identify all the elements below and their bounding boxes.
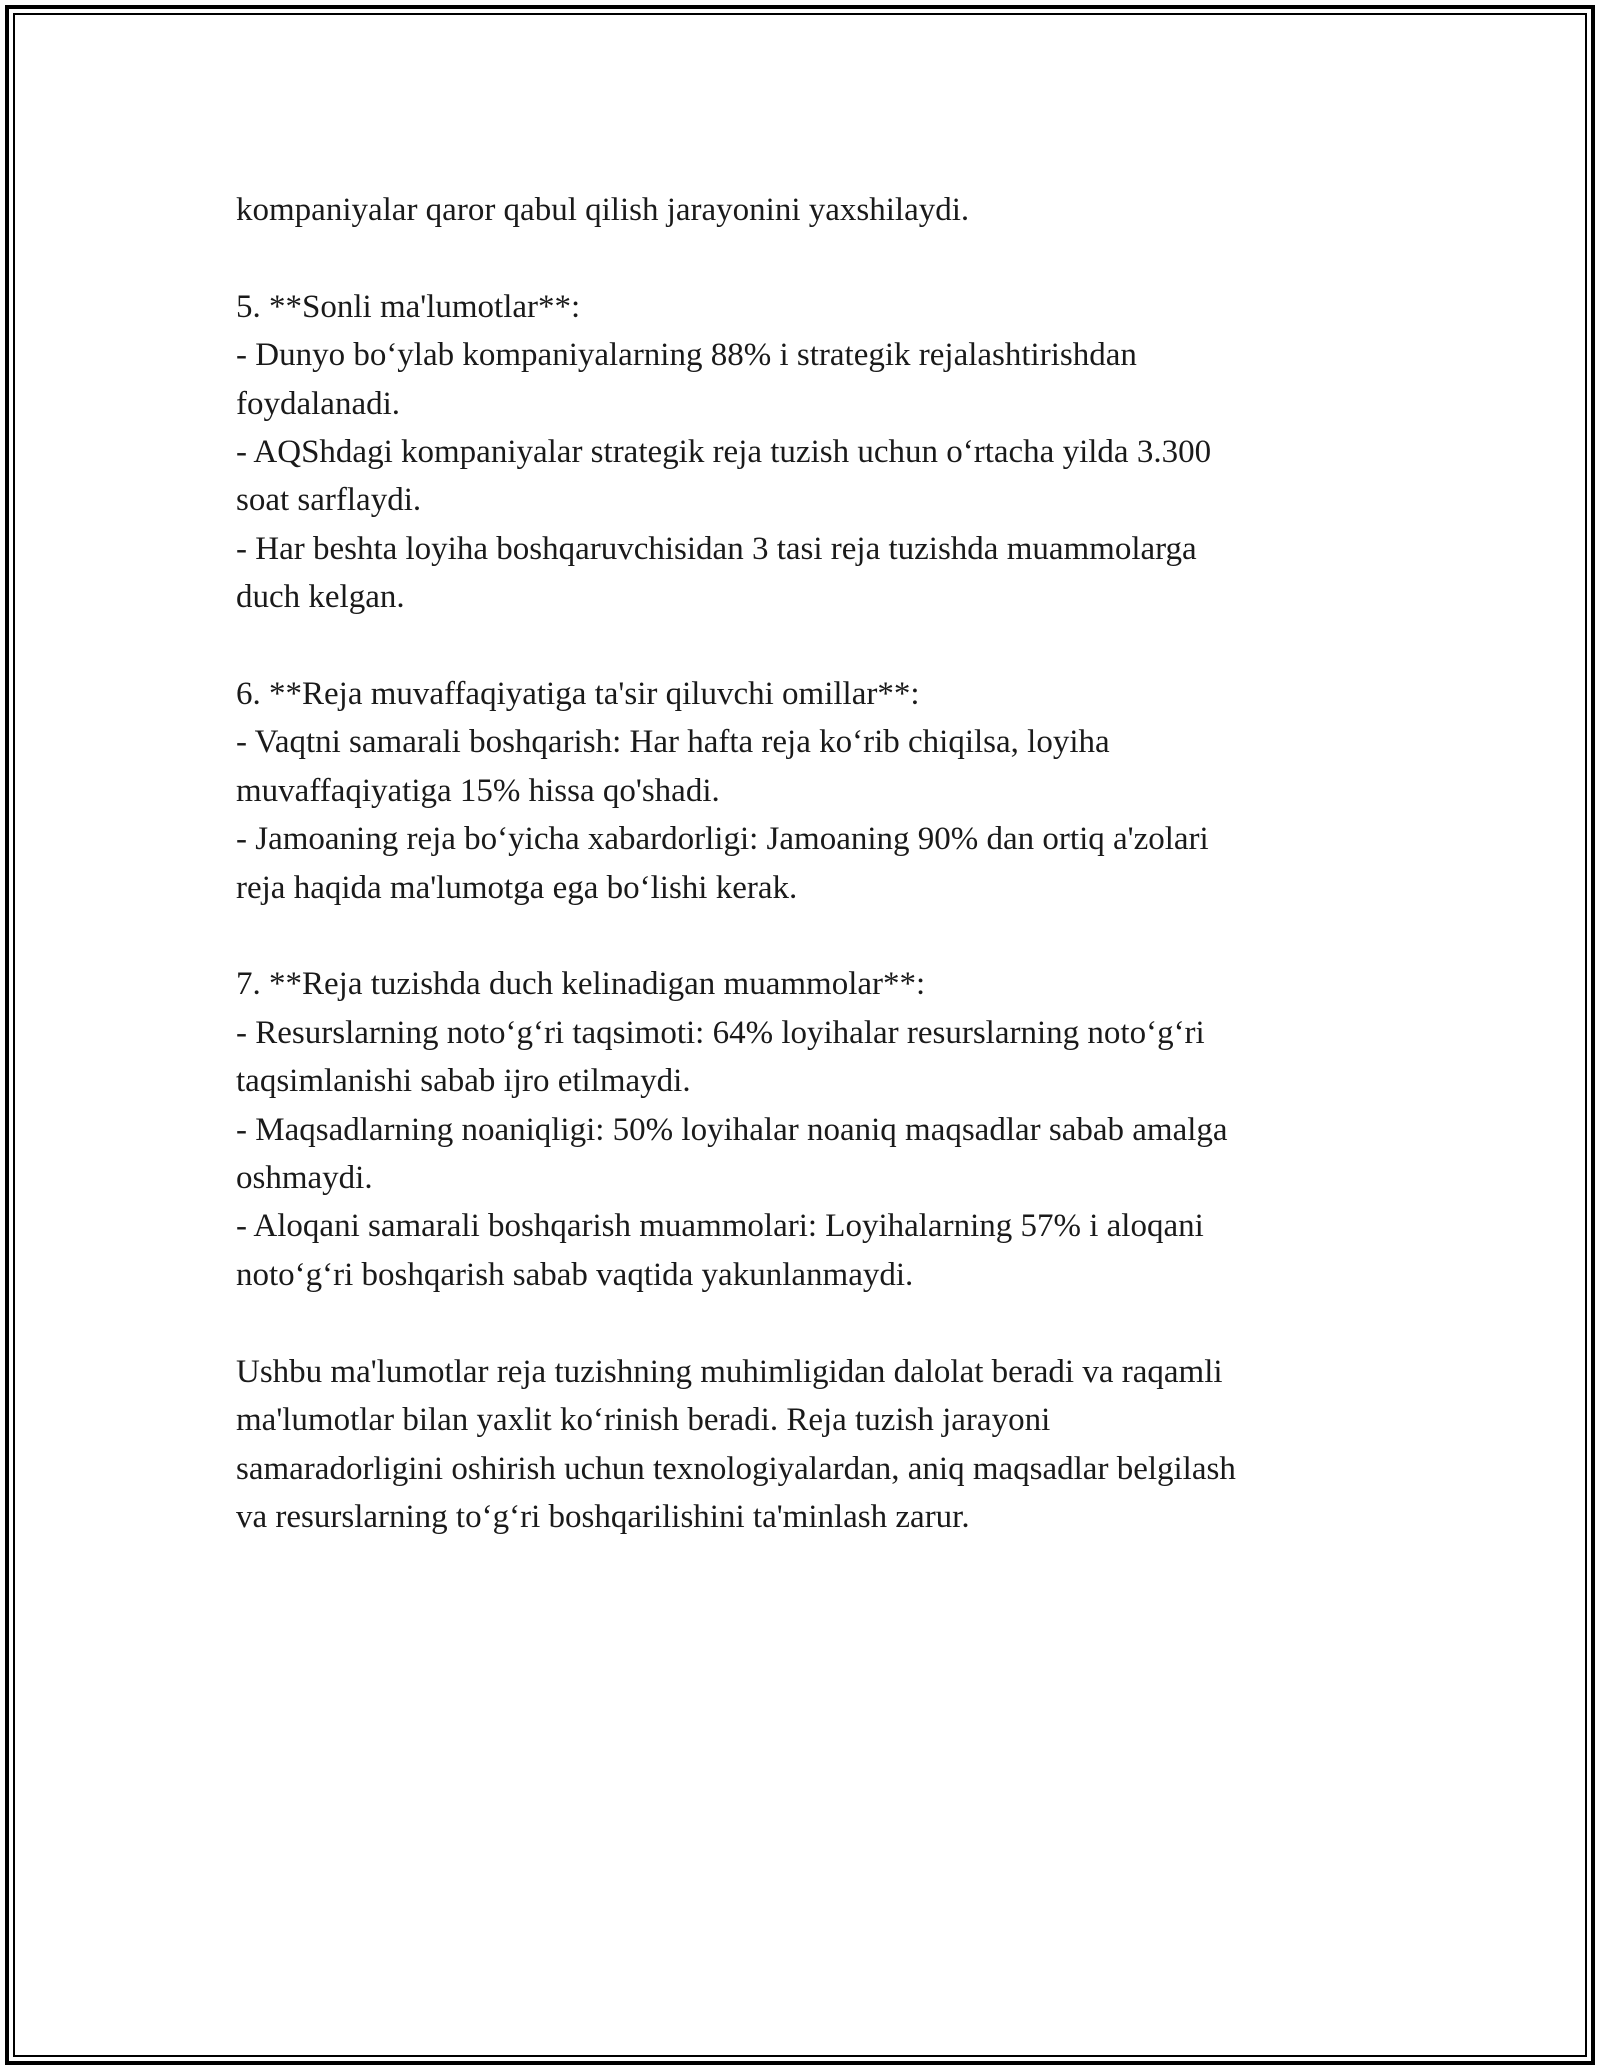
conclusion-line: ma'lumotlar bilan yaxlit ko‘rinish beradi. Reja tuzish jarayoni — [236, 1402, 1051, 1439]
paragraph-gap — [236, 1299, 1396, 1347]
list-item-line: - Har beshta loyiha boshqaruvchisidan 3 tasi reja tuzishda muammolarga — [236, 530, 1197, 567]
list-item-line: - Jamoaning reja bo‘yicha xabardorligi: Jamoaning 90% dan ortiq a'zolari — [236, 821, 1209, 858]
list-item — [236, 1009, 1396, 1106]
section-6-heading: 6. **Reja muvaffaqiyatiga ta'sir qiluvchi omillar**: — [236, 676, 920, 713]
list-item-continuation: soat sarflaydi. — [236, 482, 422, 519]
list-item-line: - Maqsadlarning noaniqligi: 50% loyihalar noaniq maqsadlar sabab amalga — [236, 1111, 1228, 1148]
list-item-continuation: taqsimlanishi sabab ijro etilmaydi. — [236, 1063, 691, 1100]
list-item-line: - Vaqtni samarali boshqarish: Har hafta reja ko‘rib chiqilsa, loyiha — [236, 724, 1110, 761]
intro-line: kompaniyalar qaror qabul qilish jarayonini yaxshilaydi. — [236, 192, 970, 228]
list-item-continuation: reja haqida ma'lumotga ega bo‘lishi kerak. — [236, 869, 798, 906]
list-item — [236, 525, 1396, 622]
conclusion-line: va resurslarning to‘g‘ri boshqarilishini ta'minlash zarur. — [236, 1498, 970, 1535]
list-item-continuation: noto‘g‘ri boshqarish sabab vaqtida yakunlanmaydi. — [236, 1256, 914, 1293]
list-item-continuation: duch kelgan. — [236, 579, 405, 616]
section-5-heading: 5. **Sonli ma'lumotlar**: — [236, 288, 581, 325]
document-body — [236, 186, 1396, 1541]
list-item-line: - AQShdagi kompaniyalar strategik reja tuzish uchun o‘rtacha yilda 3.300 — [236, 434, 1212, 471]
conclusion-paragraph — [236, 1348, 1396, 1542]
list-item-line: - Dunyo bo‘ylab kompaniyalarning 88% i strategik rejalashtirishdan — [236, 337, 1137, 374]
section-7 — [236, 960, 1396, 1299]
list-item-line: - Aloqani samarali boshqarish muammolari: Loyihalarning 57% i aloqani — [236, 1208, 1204, 1245]
section-6 — [236, 670, 1396, 912]
list-item — [236, 815, 1396, 912]
conclusion-line: Ushbu ma'lumotlar reja tuzishning muhimligidan dalolat beradi va raqamli — [236, 1353, 1223, 1390]
list-item — [236, 1202, 1396, 1299]
conclusion-line: samaradorligini oshirish uchun texnologiyalardan, aniq maqsadlar belgilash — [236, 1450, 1236, 1487]
section-7-heading: 7. **Reja tuzishda duch kelinadigan muammolar**: — [236, 966, 926, 1003]
list-item — [236, 718, 1396, 815]
list-item-continuation: muvaffaqiyatiga 15% hissa qo'shadi. — [236, 772, 720, 809]
list-item — [236, 331, 1396, 428]
paragraph-gap — [236, 622, 1396, 670]
section-5 — [236, 283, 1396, 622]
paragraph-gap — [236, 234, 1396, 282]
list-item — [236, 428, 1396, 525]
list-item-line: - Resurslarning noto‘g‘ri taqsimoti: 64% loyihalar resurslarning noto‘g‘ri — [236, 1014, 1205, 1051]
paragraph-gap — [236, 912, 1396, 960]
list-item-continuation: oshmaydi. — [236, 1160, 373, 1197]
list-item-continuation: foydalanadi. — [236, 385, 401, 422]
list-item — [236, 1106, 1396, 1203]
